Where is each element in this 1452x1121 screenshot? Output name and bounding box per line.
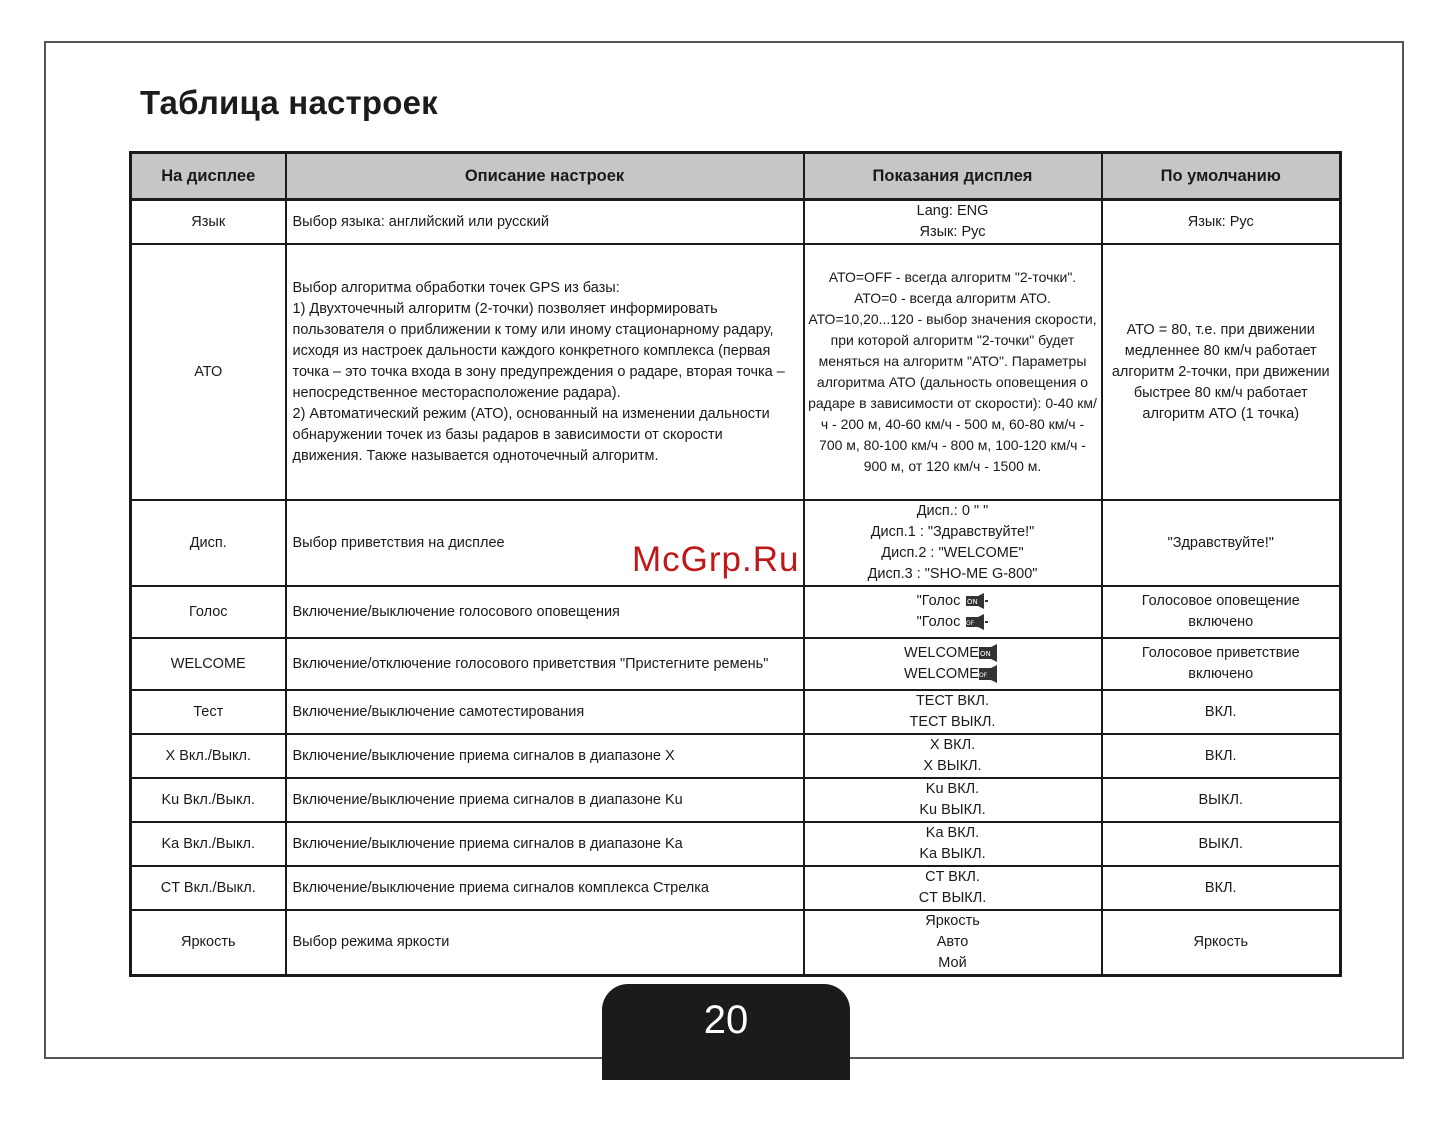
cell-description: Выбор языка: английский или русский (286, 200, 804, 245)
speaker-on-icon (966, 593, 988, 609)
cell-description: Включение/выключение голосового оповещения (286, 586, 804, 638)
cell-description: Выбор приветствия на дисплее (286, 500, 804, 586)
header-description: Описание настроек (286, 153, 804, 200)
cell-default: Яркость (1102, 910, 1341, 976)
speaker-on-icon (979, 644, 1001, 662)
cell-readings: "Голос ON "Голос OF (804, 586, 1102, 638)
header-default: По умолчанию (1102, 153, 1341, 200)
cell-description: Включение/выключение приема сигналов комплекса Стрелка (286, 866, 804, 910)
cell-readings: Ka ВКЛ. Ka ВЫКЛ. (804, 822, 1102, 866)
cell-default: "Здравствуйте!" (1102, 500, 1341, 586)
header-display: На дисплее (131, 153, 286, 200)
cell-readings: ТЕСТ ВКЛ. ТЕСТ ВЫКЛ. (804, 690, 1102, 734)
cell-readings: Lang: ENG Язык: Рус (804, 200, 1102, 245)
cell-default: ВКЛ. (1102, 734, 1341, 778)
cell-readings: CT ВКЛ. CT ВЫКЛ. (804, 866, 1102, 910)
cell-display: Тест (131, 690, 286, 734)
table-row (131, 244, 1341, 500)
cell-display: Голос (131, 586, 286, 638)
page-title: Таблица настроек (140, 84, 438, 121)
cell-default: Язык: Рус (1102, 200, 1341, 245)
cell-description: Включение/выключение приема сигналов в диапазоне X (286, 734, 804, 778)
cell-display: WELCOME (131, 638, 286, 690)
cell-display: X Вкл./Выкл. (131, 734, 286, 778)
table-row (131, 910, 1341, 976)
table-row (131, 866, 1341, 910)
table-row (131, 690, 1341, 734)
cell-display: Язык (131, 200, 286, 245)
cell-display: Дисп. (131, 500, 286, 586)
cell-display: Ka Вкл./Выкл. (131, 822, 286, 866)
page-number-tab (602, 984, 850, 1080)
cell-default: Голосовое приветствие включено (1102, 638, 1341, 690)
cell-description: Включение/выключение приема сигналов в диапазоне Ku (286, 778, 804, 822)
svg-text:OF: OF (966, 620, 975, 628)
speaker-off-icon (979, 665, 1001, 683)
table-row (131, 200, 1341, 245)
cell-default: АТО = 80, т.е. при движении медленнее 80 км/ч работает алгоритм 2-точки, при движении быстрее 80 км/ч работает алгоритм АТО (1 точка) (1102, 244, 1341, 500)
cell-description: Включение/выключение самотестирования (286, 690, 804, 734)
table-row (131, 778, 1341, 822)
table-row (131, 822, 1341, 866)
cell-default: ВЫКЛ. (1102, 822, 1341, 866)
header-readings: Показания дисплея (804, 153, 1102, 200)
cell-readings: X ВКЛ. X ВЫКЛ. (804, 734, 1102, 778)
cell-readings: Ku ВКЛ. Ku ВЫКЛ. (804, 778, 1102, 822)
table-row (131, 638, 1341, 690)
cell-readings: Яркость Авто Мой (804, 910, 1102, 976)
cell-default: ВКЛ. (1102, 690, 1341, 734)
cell-description: Включение/выключение приема сигналов в диапазоне Ka (286, 822, 804, 866)
cell-display: CT Вкл./Выкл. (131, 866, 286, 910)
watermark: McGrp.Ru (632, 540, 800, 579)
svg-text:OF: OF (978, 672, 988, 680)
table-row (131, 586, 1341, 638)
cell-display: Яркость (131, 910, 286, 976)
cell-readings: АТО=OFF - всегда алгоритм "2-точки". АТО=0 - всегда алгоритм АТО. АТО=10,20...120 - выбор значения скорости, при которой алгоритм "2-точки" будет меняться на алгоритм "АТО". Параметры алгоритма АТО (дальность оповещения о радаре в зависимости от скорости): 0-40 км/ч - 200 м, 40-60 км/ч - 500 м, 60-80 км/ч - 700 м, 80-100 км/ч - 800 м, 100-120 км/ч - 900 м, от 120 км/ч - 1500 м. (804, 244, 1102, 500)
cell-display: АТО (131, 244, 286, 500)
svg-text:ON: ON (979, 650, 991, 659)
table-row (131, 734, 1341, 778)
cell-default: ВЫКЛ. (1102, 778, 1341, 822)
cell-description: Выбор алгоритма обработки точек GPS из базы: 1) Двухточечный алгоритм (2-точки) позволяет информировать пользователя о приближении к тому или иному стационарному радару, исходя из настроек дальности каждого конкретного комплекса (первая точка – это точка входа в зону предупреждения о радаре, вторая точка – непосредственное месторасположение радара). 2) Автоматический режим (АТО), основанный на изменении дальности обнаружении точек из базы радаров в зависимости от скорости движения. Также называется одноточечный алгоритм. (286, 244, 804, 500)
cell-display: Ku Вкл./Выкл. (131, 778, 286, 822)
table-header-row (131, 153, 1341, 200)
svg-text:ON: ON (967, 598, 979, 607)
cell-readings: WELCOME ON WELCOME OF (804, 638, 1102, 690)
cell-default: Голосовое оповещение включено (1102, 586, 1341, 638)
cell-description: Включение/отключение голосового приветствия "Пристегните ремень" (286, 638, 804, 690)
cell-description: Выбор режима яркости (286, 910, 804, 976)
page-number: 20 (703, 998, 749, 1042)
cell-default: ВКЛ. (1102, 866, 1341, 910)
speaker-off-icon (966, 614, 988, 630)
cell-readings: Дисп.: 0 " " Дисп.1 : "Здравствуйте!" Дисп.2 : "WELCOME" Дисп.3 : "SHO-ME G-800" (804, 500, 1102, 586)
